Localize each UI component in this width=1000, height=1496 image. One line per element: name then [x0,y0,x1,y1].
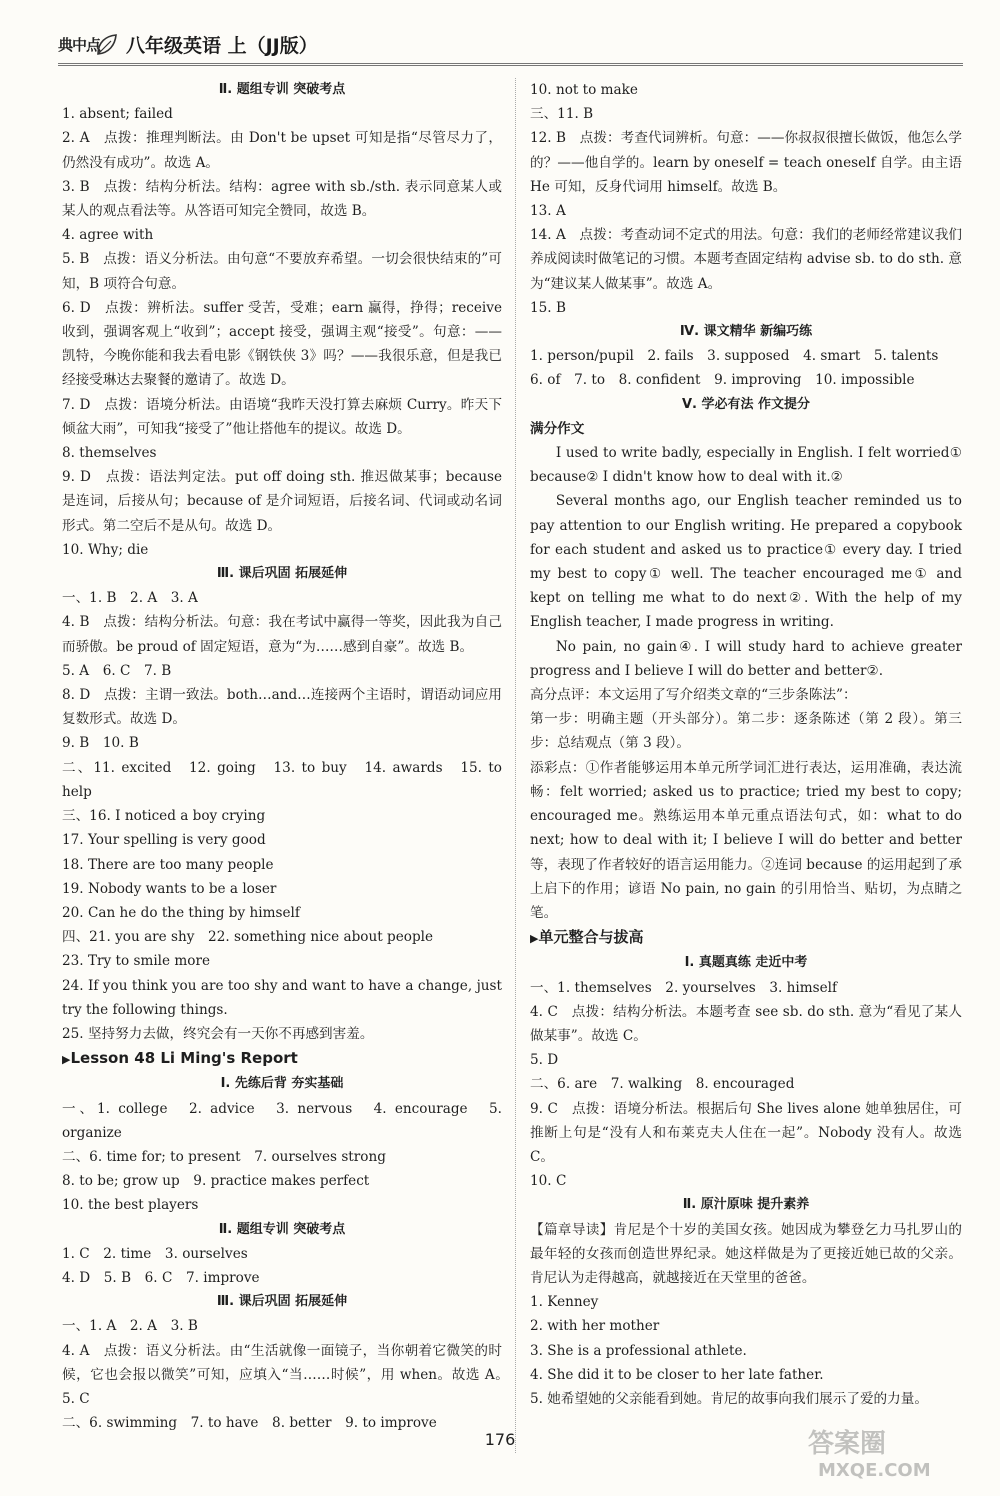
answer-item: 4. A 点拨：语义分析法。由“生活就像一面镜子，当你朝着它微笑的时候，它也会报以微笑”可知，应填入“当……时候”，用 when。故选 A。 5. C [62,1342,516,1407]
answer-item: 7. D 点拨：语境分析法。由语境“我昨天没打算去麻烦 Curry。昨天下倾盆大雨”，可知我“接受了”他让搭他车的提议。故选 D。 [62,396,502,437]
page-header [58,34,963,68]
answer-item: 一、1. themselves 2. yourselves 3. himself [530,979,838,996]
answer-item: 8. themselves [62,445,157,462]
answer-item: 4. B 点拨：结构分析法。句意：我在考试中赢得一等奖，因此我为自己而骄傲。be proud of 固定短语，意为“为……感到自豪”。故选 B。 [62,614,502,655]
lesson-heading: ▶ Lesson 48 Li Ming's Report [62,1046,502,1072]
essay-paragraph: I used to write badly, especially in English. I felt worried① because② I didn't know how to deal with it.② [530,445,962,486]
answer-item: 9. D 点拨：语法判定法。put off doing sth. 推迟做某事；because 是连词，后接从句；because of 是介词短语，后接名词、代词或动名词形式。第二空后不是从句。故选 D。 [62,469,502,534]
answer-item: 1. C 2. time 3. ourselves [62,1245,248,1262]
answer-item: 二、6. are 7. walking 8. encouraged [530,1076,795,1093]
lesson-heading: ▶ 单元整合与拔高 [530,925,962,951]
essay-paragraph: No pain, no gain④. I will study hard to achieve greater progress and I believe I will do better and better②. [530,638,962,679]
answer-item: 三、16. I noticed a boy crying [62,808,266,825]
answer-item: 10. C [530,1173,567,1190]
answer-item: 8. D 点拨：主谓一致法。both…and…连接两个主语时，谓语动词应用复数形式。故选 D。 [62,687,502,728]
section-heading: Ⅲ. 课后巩固 拓展延伸 [216,1294,348,1310]
answer-item: 5. D [530,1052,559,1069]
answer-item: 13. A [530,203,566,220]
answer-item: 15. B [530,299,566,316]
answer-item: 4. D 5. B 6. C 7. improve [62,1269,260,1286]
section-heading: Ⅲ. 课后巩固 拓展延伸 [216,566,348,582]
answer-item: 二、11. excited 12. going 13. to buy 14. awards 15. to help [62,759,502,800]
answer-item: 2. with her mother [530,1318,660,1335]
answer-item: 一、1. B 2. A 3. A [62,590,198,607]
leaf-icon [94,32,120,58]
answer-item: 19. Nobody wants to be a loser [62,880,277,897]
section-heading: Ⅱ. 原汁原味 提升素养 [682,1197,810,1213]
answer-item: 25. 坚持努力去做，终究会有一天你不再感到害羞。 [62,1025,374,1042]
book-title: 八年级英语 上（JJ版） [126,35,318,57]
answer-item: 1. Kenney [530,1294,599,1311]
answer-item: 3. B 点拨：结构分析法。结构：agree with sb./sth. 表示同意某人或某人的观点看法等。从答语可知完全赞同，故选 B。 [62,178,502,220]
answer-item: 1. person/pupil 2. fails 3. supposed 4. smart 5. talents [530,348,939,365]
answer-item: 3. She is a professional athlete. [530,1342,747,1359]
answer-item: 5. 她希望她的父亲能看到她。肯尼的故事向我们展示了爱的力量。 [530,1390,928,1407]
watermark-logo [788,1422,988,1482]
answer-item: 6. D 点拨：辨析法。suffer 受苦，受难；earn 赢得，挣得；receive 收到，强调客观上“收到”；accept 接受，强调主观“接受”。句意：——凯特，今晚你能和我去看电影《钢铁侠 3》吗？——我很乐意，但是我已经接受琳达去聚餐的邀请了。故选 D。 [62,299,502,389]
answer-item: 二、6. time for; to present 7. ourselves strong [62,1148,386,1165]
answer-item: 10. Why; die [62,541,149,558]
answer-item: 【篇章导读】肯尼是个十岁的美国女孩。她因成为攀登乞力马扎罗山的最年轻的女孩而创造世界纪录。她这样做是为了更接近她已故的父亲。肯尼认为走得越高，就越接近在天堂里的爸爸。 [530,1221,962,1286]
header-divider [58,63,963,66]
section-heading: Ⅰ. 先练后背 夯实基础 [220,1076,344,1092]
answer-item: 24. If you think you are too shy and want to have a change, just try the following things. [62,977,502,1018]
answer-item: 5. A 6. C 7. B [62,662,172,679]
watermark-text: 答案圈 [808,1429,887,1459]
brand-logo: 典中点 [58,36,101,54]
essay-label: 满分作文 [530,420,585,437]
answer-item: 12. B 点拨：考查代词辨析。句意：——你叔叔很擅长做饭，他怎么学的？——他自学的。learn by oneself = teach oneself 自学。由主语 He 可知，反身代词用 himself。故选 B。 [530,130,962,195]
answer-item: 添彩点：①作者能够运用本单元所学词汇进行表达，运用准确，表达流畅：felt worried; asked us to practice; tried my best to copy; encouraged me。熟练运用本单元重点语法句式，如：what to do next; how to deal with it; I believe I will do better and better 等，表现了作者较好的语言运用能力。②连词 because 的运用起到了承上启下的作用；谚语 No pain, no gain 的引用恰当、贴切，为点睛之笔。 [530,759,962,921]
answer-item: 23. Try to smile more [62,953,211,970]
answer-item: 1. absent; failed [62,106,173,123]
answer-item: 9. C 点拨：语境分析法。根据后句 She lives alone 她单独居住，可推断上句是“没有人和布莱克夫人住在一起”。Nobody 没有人。故选 C。 [530,1100,962,1165]
page-number: 176 [484,1430,516,1449]
answer-item: 一、1. college 2. advice 3. nervous 4. encourage 5. organize [62,1100,502,1141]
answer-item: 9. B 10. B [62,735,139,752]
essay-paragraph: Several months ago, our English teacher reminded us to pay attention to our English writing. He prepared a copybook for each student and asked us to practice① every day. I tried my best to copy① well. The teacher encouraged me① and kept on telling me what to do next②. With the help of my English teacher, I made progress in writing. [530,493,962,631]
section-heading: Ⅱ. 题组专训 突破考点 [218,1221,346,1237]
answer-item: 17. Your spelling is very good [62,832,266,849]
section-heading: Ⅰ. 真题真练 走近中考 [684,955,808,971]
answer-item: 6. of 7. to 8. confident 9. improving 10. impossible [530,372,915,389]
answer-item: 8. to be; grow up 9. practice makes perfect [62,1173,370,1190]
answer-item: 10. the best players [62,1197,199,1214]
answer-item: 14. A 点拨：考查动词不定式的用法。句意：我们的老师经常建议我们养成阅读时做笔记的习惯。本题考查固定结构 advise sb. to do sth. 意为“建议某人做某事”。故选 A。 [530,227,962,292]
answer-item: 二、6. swimming 7. to have 8. better 9. to improve [62,1415,437,1432]
answer-item: 一、1. A 2. A 3. B [62,1318,198,1335]
answer-item: 18. There are too many people [62,856,274,873]
answer-item: 2. A 点拨：推理判断法。由 Don't be upset 可知是指“尽管尽力了，仍然没有成功”。故选 A。 [62,130,502,171]
column-divider [515,78,516,1453]
answer-item: 4. C 点拨：结构分析法。本题考查 see sb. do sth. 意为“看见了某人做某事”。故选 C。 [530,1003,962,1044]
section-heading: Ⅴ. 学必有法 作文提分 [681,396,811,412]
watermark-url: MXQE.COM [818,1460,931,1481]
section-heading: Ⅳ. 课文精华 新编巧练 [679,324,813,340]
answer-item: 四、21. you are shy 22. something nice about people [62,929,434,946]
answer-item: 5. B 点拨：语义分析法。由句意“不要放弃希望。一切会很快结束的”可知，B 项符合句意。 [62,251,502,292]
answer-item: 4. She did it to be closer to her late father. [530,1366,824,1383]
answer-item: 4. agree with [62,227,154,244]
right-column [530,78,962,1411]
section-heading: Ⅱ. 题组专训 突破考点 [218,82,346,97]
answer-item: 20. Can he do the thing by himself [62,904,300,921]
answer-item: 高分点评：本文运用了写介绍类文章的“三步条陈法”： [530,687,857,704]
answer-item: 三、11. B [530,106,594,123]
answer-item: 10. not to make [530,82,638,98]
left-column [62,78,516,1435]
answer-item: 第一步：明确主题（开头部分）。第二步：逐条陈述（第 2 段）。第三步：总结观点（第 3 段）。 [530,711,962,752]
